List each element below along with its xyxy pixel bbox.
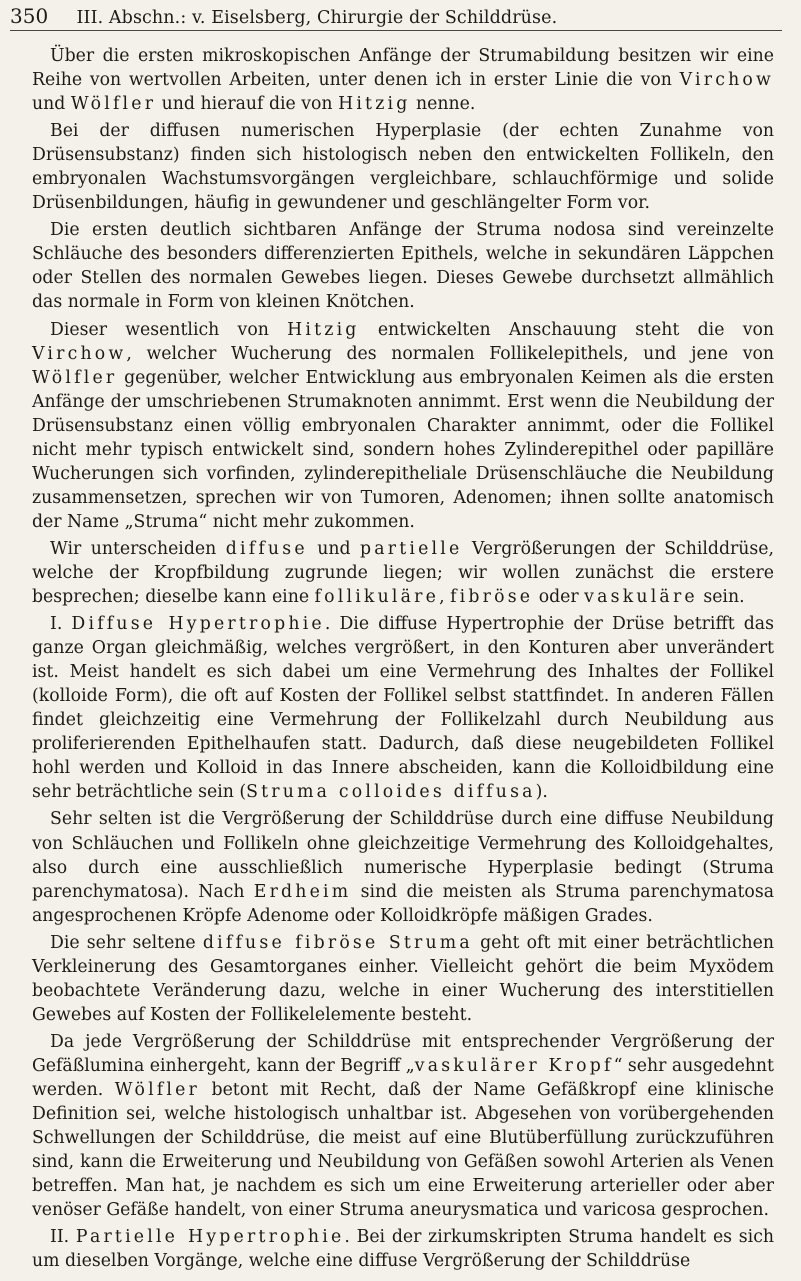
text-run: und hierauf die von bbox=[156, 94, 339, 115]
paragraph bbox=[32, 537, 774, 609]
text-run: I. bbox=[50, 614, 72, 635]
text-run: Da jede Vergrößerung der Schilddrüse mit entsprechender Vergrößerung der Gefäßlumina einhergeht, kann der Begriff „ bbox=[32, 1031, 774, 1076]
text-run: und bbox=[307, 538, 361, 559]
text-run: Wir unterscheiden bbox=[50, 538, 226, 559]
text-run: Die sehr seltene bbox=[50, 932, 203, 953]
paragraph bbox=[32, 612, 774, 804]
text-run: . Die diffuse Hypertrophie der Drüse betrifft das ganze Organ gleichmäßig, welches vergrößert, in den Konturen aber unverändert ist. Meist handelt es sich dabei um eine Vermehrung des Inhaltes der Follikel (kolloide Form), die oft auf Kosten der Follikel selbst stattfindet. In anderen Fällen findet gleichzeitig eine Vermehrung der Follikelzahl durch Neubildung aus proliferierenden Epithelhaufen statt. Dadurch, daß diese neugebildeten Follikel hohl werden und Kolloid in das Innere abscheiden, kann die Kolloidbildung eine sehr beträchtliche sein ( bbox=[32, 614, 774, 803]
text-run: und bbox=[32, 94, 71, 115]
text-run: Dieser wesentlich von bbox=[50, 319, 288, 340]
text-run: entwickelten Anschauung steht die von bbox=[359, 319, 775, 340]
spaced-emphasis: Virchow bbox=[679, 70, 774, 91]
spaced-emphasis: Wölfler bbox=[70, 94, 157, 115]
spaced-emphasis: Partielle Hypertrophie bbox=[75, 1227, 345, 1248]
text-run: betont mit Recht, daß der Name Gefäßkropf eine klinische Definition sei, welche histologisch unhaltbar ist. Abgesehen von vorübergehenden Schwellungen der Schilddrüse, die meist auf eine Blutüberfüllung zurückzuführen sind, kann die Erweiterung und Neubildung von Gefäßen sowohl Arterien als Venen betreffen. Man hat, je nachdem es sich um eine Erweiterung arterieller oder aber venöser Gefäße handelt, von einer Struma aneurysmatica und varicosa gesprochen. bbox=[32, 1079, 775, 1221]
spaced-emphasis: vaskulärer Kropf bbox=[414, 1055, 614, 1076]
spaced-emphasis: fibröse bbox=[450, 587, 534, 608]
spaced-emphasis: Hitzig bbox=[287, 319, 360, 340]
spaced-emphasis: Diffuse Hypertrophie bbox=[71, 614, 325, 635]
spaced-emphasis: follikuläre bbox=[314, 587, 440, 608]
spaced-emphasis: diffuse fibröse Struma bbox=[202, 932, 473, 953]
running-header bbox=[10, 2, 782, 31]
text-run: “ sehr ausgedehnt werden. bbox=[32, 1055, 774, 1100]
paragraph bbox=[32, 807, 774, 927]
paragraph bbox=[32, 1030, 774, 1222]
text-run: nenne. bbox=[410, 94, 476, 115]
text-run: , welcher Wucherung des normalen Follikelepithels, und jene von bbox=[126, 343, 774, 364]
text-run: sein. bbox=[697, 587, 745, 608]
text-run: Bei der diffusen numerischen Hyperplasie (der echten Zunahme von Drüsensubstanz) finden sich histologisch neben den entwickelten Follikeln, den embryonalen Wachstumsvorgängen vergleichbare, schlauchförmige und solide Drüsenbildungen, häufig in gewundener und geschlängelter Form vor. bbox=[32, 121, 774, 214]
text-run: Vergrößerungen der Schilddrüse, welche der Kropfbildung zugrunde liegen; wir wollen zunächst die erstere besprechen; dieselbe kann eine bbox=[32, 538, 775, 608]
text-run: sind die meisten als Struma parenchymatosa angesprochenen Kröpfe Adenome oder Kolloidkröpfe mäßigen Grades. bbox=[32, 881, 774, 926]
text-run: oder bbox=[533, 587, 585, 608]
text-run: II. bbox=[50, 1227, 76, 1248]
paragraph bbox=[32, 119, 774, 215]
text-run: , bbox=[439, 587, 451, 608]
text-run: Die ersten deutlich sichtbaren Anfänge der Struma nodosa sind vereinzelte Schläuche des besonders differenzierten Epithels, welche in sekundären Läppchen oder Stellen des normalen Gewebes liegen. Dieses Gewebe durchsetzt allmählich das normale in Form von kleinen Knötchen. bbox=[32, 220, 774, 313]
paragraph bbox=[32, 931, 774, 1027]
paragraph bbox=[32, 218, 774, 314]
running-title: III. Abschn.: v. Eiselsberg, Chirurgie der Schilddrüse. bbox=[76, 8, 558, 28]
spaced-emphasis: Erdheim bbox=[253, 881, 352, 902]
spaced-emphasis: Hitzig bbox=[338, 94, 411, 115]
text-run: ). bbox=[535, 782, 548, 803]
spaced-emphasis: Virchow bbox=[32, 343, 127, 364]
text-run: Über die ersten mikroskopischen Anfänge der Strumabildung besitzen wir eine Reihe von wertvollen Arbeiten, unter denen ich in erster Linie die von bbox=[32, 46, 774, 91]
spaced-emphasis: Wölfler bbox=[114, 1079, 201, 1100]
spaced-emphasis: Wölfler bbox=[32, 367, 118, 388]
text-run: gegenüber, welcher Entwicklung aus embryonalen Keimen als die ersten Anfänge der umschriebenen Strumaknoten annimmt. Erst wenn die Neubildung der Drüsensubstanz einen völlig embryonalen Charakter annimmt, oder die Follikel nicht mehr typisch entwickelt sind, sondern hohes Zylinderepithel oder papilläre Wucherungen sich vorfinden, zylinderepitheliale Drüsenschläuche die Neubildung zusammensetzen, sprechen wir von Tumoren, Adenomen; ihnen sollte anatomisch der Name „Struma“ nicht mehr zukommen. bbox=[32, 367, 774, 532]
paragraph bbox=[32, 44, 774, 116]
paragraph bbox=[32, 318, 774, 534]
text-run: . Bei der zirkumskripten Struma handelt es sich um dieselben Vorgänge, welche eine diffuse Vergrößerung der Schilddrüse bbox=[32, 1227, 774, 1272]
body-text bbox=[32, 44, 774, 1276]
text-run: geht oft mit einer beträchtlichen Verkleinerung des Gesamtorganes einher. Vielleicht gehört die beim Myxödem beobachtete Veränderung dazu, welche in einer Wucherung des interstitiellen Gewebes auf Kosten der Follikelelemente besteht. bbox=[32, 932, 775, 1025]
paragraph bbox=[32, 1225, 774, 1273]
spaced-emphasis: partielle bbox=[360, 538, 463, 559]
spaced-emphasis: Struma colloides diffusa bbox=[246, 782, 536, 803]
spaced-emphasis: diffuse bbox=[225, 538, 308, 559]
page-number: 350 bbox=[10, 4, 49, 28]
text-run: Sehr selten ist die Vergrößerung der Schilddrüse durch eine diffuse Neubildung von Schläuchen und Follikeln ohne gleichzeitige Vermehrung des Kolloidgehaltes, also durch eine ausschließlich numerische Hyperplasie bedingt (Struma parenchymatosa). Nach bbox=[32, 809, 774, 902]
spaced-emphasis: vaskuläre bbox=[584, 587, 698, 608]
